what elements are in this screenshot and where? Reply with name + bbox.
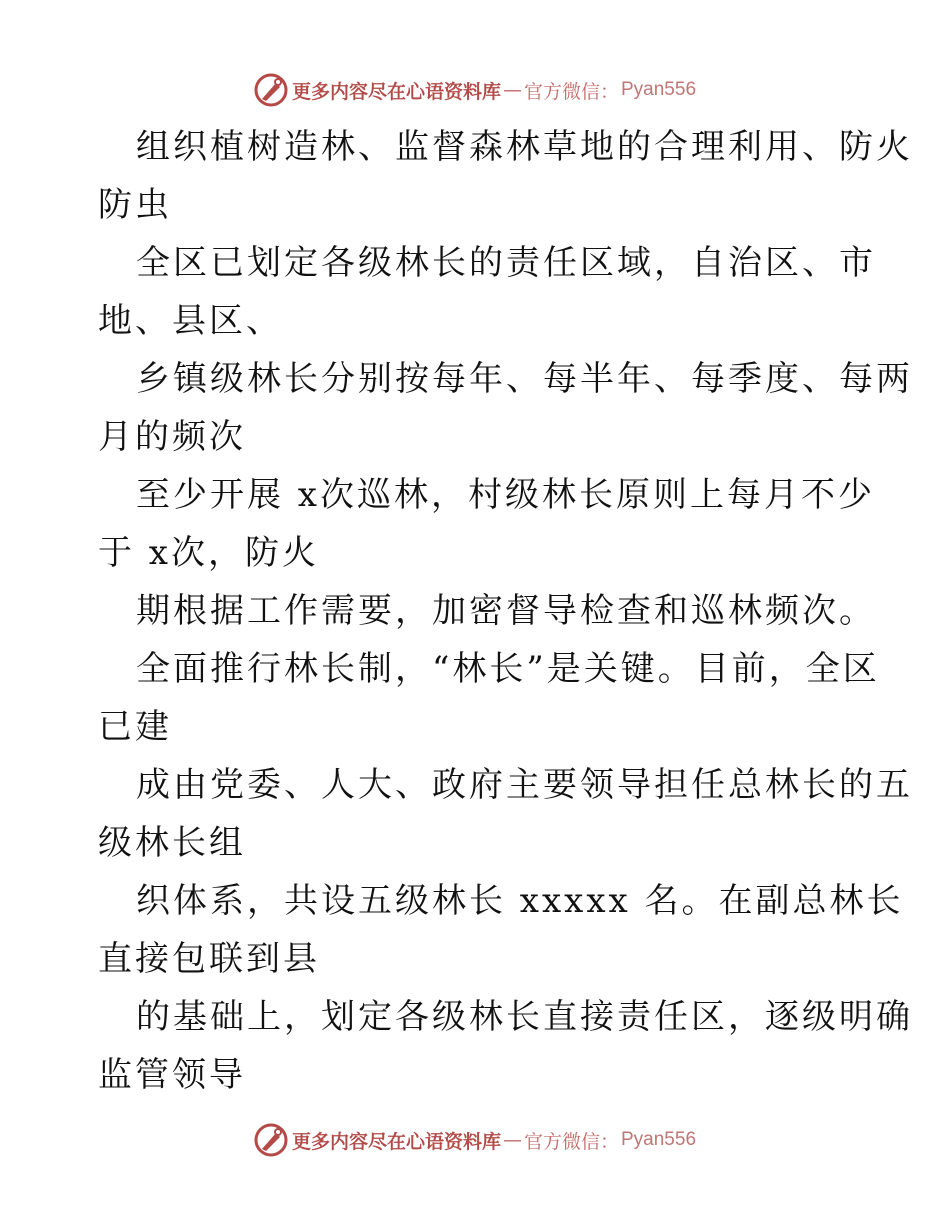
text-line: 全面推行林长制，“林长”是关键。目前，全区 [136, 649, 880, 689]
banner-dash: — [502, 79, 522, 101]
text-line: 期根据工作需要，加密督导检查和巡林频次。 [136, 591, 876, 631]
text-line: 的基础上，划定各级林长直接责任区，逐级明确 [136, 997, 913, 1037]
text-line: 成由党委、人大、政府主要领导担任总林长的五 [136, 765, 913, 805]
banner-main-text: 更多内容尽在心语资料库 [291, 1130, 501, 1153]
text-line: 乡镇级林长分别按每年、每半年、每季度、每两 [136, 359, 913, 399]
text-line: 地、县区、 [98, 301, 283, 341]
text-line: 防虫 [98, 185, 172, 225]
document-body [98, 118, 913, 1104]
banner-wechat-id: Pyan556 [621, 79, 697, 100]
banner-dash: — [502, 1129, 522, 1151]
text-line: 织体系，共设五级林长 xxxxx 名。在副总林长 [136, 881, 904, 921]
banner-sub-text: 官方微信： [523, 80, 619, 103]
pen-logo-icon [254, 1123, 288, 1157]
footer-banner [0, 1120, 950, 1160]
text-line: 至少开展 x次巡林，村级林长原则上每月不少 [136, 475, 875, 515]
text-line: 于 x次，防火 [98, 533, 319, 573]
text-line: 直接包联到县 [98, 939, 320, 979]
banner-main-text: 更多内容尽在心语资料库 [291, 80, 501, 103]
text-line: 监管领导 [98, 1055, 246, 1095]
banner-wechat-id: Pyan556 [621, 1129, 697, 1150]
text-line: 月的频次 [98, 417, 246, 457]
banner-sub-text: 官方微信： [523, 1130, 619, 1153]
text-line: 已建 [98, 707, 172, 747]
text-line: 组织植树造林、监督森林草地的合理利用、防火 [136, 127, 913, 167]
text-line: 级林长组 [98, 823, 246, 863]
header-banner [0, 70, 950, 110]
text-line: 全区已划定各级林长的责任区域，自治区、市 [136, 243, 876, 283]
pen-logo-icon [254, 73, 288, 107]
